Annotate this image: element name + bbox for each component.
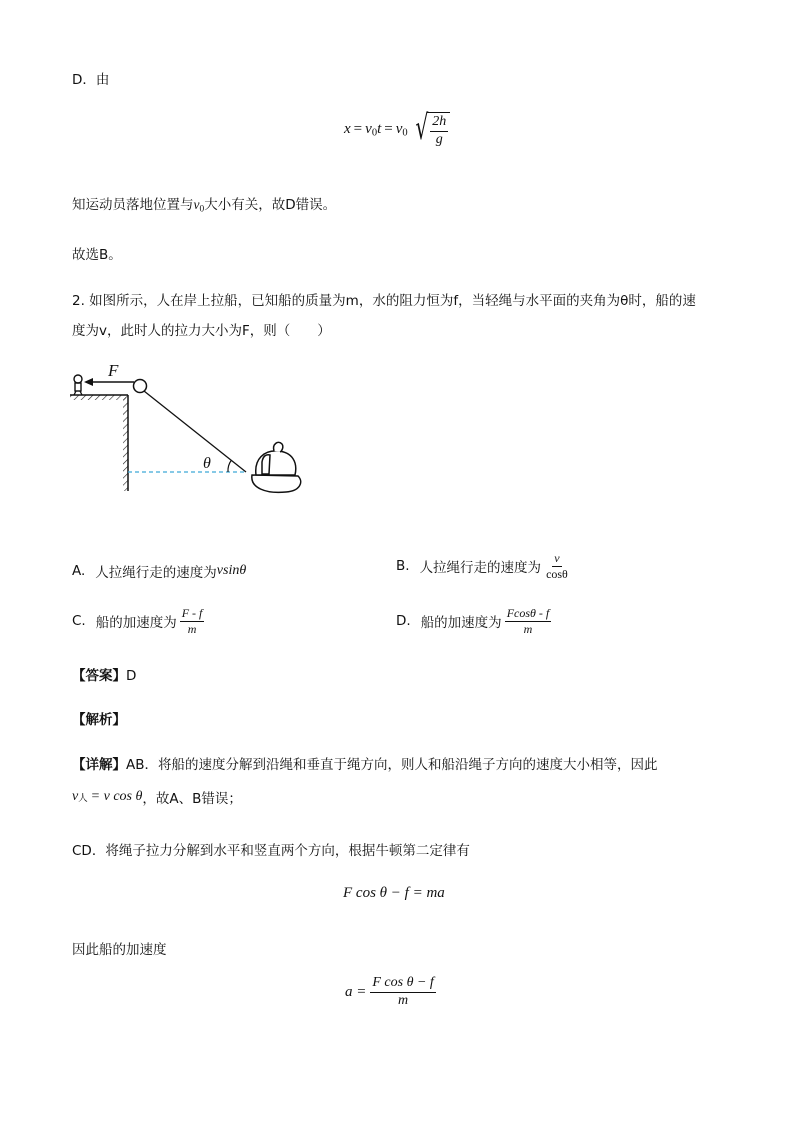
conclusion-var: v: [193, 197, 200, 212]
option-c-denominator: m: [187, 621, 197, 636]
answer-line: [72, 664, 136, 684]
option-d-label: D.: [396, 613, 411, 630]
acceleration-intro: 因此船的加速度: [72, 942, 167, 958]
eq3-lhs: a =: [345, 983, 367, 1000]
equation-newton: F cos θ − f = ma: [343, 885, 445, 901]
eq3-numerator: F cos θ − f: [370, 976, 435, 993]
detail-ab-conclusion: ，故A、B错误；: [142, 791, 242, 807]
eq1-v-sub: 0: [371, 127, 378, 139]
conclusion-line: [72, 193, 336, 214]
option-a-text: 人拉绳行走的速度为: [95, 565, 217, 581]
option-b-numerator: v: [554, 551, 560, 565]
option-d-numerator: Fcosθ - f: [506, 606, 550, 620]
option-a-math: vsinθ: [216, 563, 247, 578]
option-b-denominator: cosθ: [546, 566, 568, 581]
question-line-2: 度为v，此时人的拉力大小为F，则（ ）: [72, 323, 331, 339]
option-b-text: 人拉绳行走的速度为: [419, 560, 542, 577]
eq1-v2-sub: 0: [402, 127, 408, 139]
detail-ab-equation-line: [72, 787, 242, 807]
option-a-label: A.: [72, 563, 86, 579]
eq1-t: t: [377, 120, 382, 137]
boat-icon: [252, 442, 301, 492]
detail-tag: 【详解】: [72, 757, 126, 773]
option-c[interactable]: [72, 607, 204, 635]
eq1-lhs: x: [344, 121, 351, 138]
conclusion-sub: 0: [199, 204, 205, 215]
option-d-denominator: m: [523, 621, 533, 636]
sqrt-denominator: g: [435, 131, 443, 147]
conclusion-post: 大小有关，故D错误。: [204, 197, 337, 213]
eq1-v: v: [365, 120, 372, 137]
force-label: F: [108, 361, 119, 380]
person-icon: [74, 375, 82, 395]
detail-ab-line: [72, 753, 658, 773]
choose-line: 故选B。: [72, 247, 122, 263]
angle-label: θ: [203, 455, 211, 472]
option-c-label: C.: [72, 613, 86, 630]
option-d-intro: D．由: [72, 72, 110, 88]
option-a[interactable]: [72, 561, 246, 581]
option-c-text: 船的加速度为: [95, 615, 177, 632]
option-b-label: B.: [396, 558, 410, 575]
angle-arc: [228, 460, 232, 472]
eq3-denominator: m: [398, 992, 409, 1008]
detail-ab-eq-rhs: = v cos θ: [90, 789, 143, 804]
eq1-v2: v: [395, 120, 403, 137]
option-d-text: 船的加速度为: [420, 615, 502, 632]
detail-cd-line: CD．将绳子拉力分解到水平和竖直两个方向，根据牛顿第二定律有: [72, 843, 470, 859]
question-line-1: 2. 如图所示，人在岸上拉船，已知船的质量为m，水的阻力恒为f，当轻绳与水平面的夹角为θ时，船的速: [72, 293, 696, 309]
sqrt-numerator: 2h: [430, 115, 448, 132]
answer-value: D: [126, 668, 137, 684]
detail-ab-text: AB．将船的速度分解到沿绳和垂直于绳方向，则人和船沿绳子方向的速度大小相等，因此: [126, 757, 658, 773]
option-d[interactable]: [396, 607, 551, 635]
analysis-tag: 【解析】: [72, 712, 126, 728]
equation-displacement: x = $v_0t$ = $v_0$ √ $\frac{2h}{g}$: [344, 112, 450, 147]
detail-ab-eq-v: v: [72, 789, 79, 804]
option-c-numerator: F - f: [181, 606, 203, 620]
rope: [144, 391, 246, 472]
option-b[interactable]: [396, 552, 570, 580]
conclusion-pre: 知运动员落地位置与: [72, 197, 194, 213]
pulley-icon: [134, 380, 147, 393]
detail-ab-eq-sub: 人: [78, 793, 88, 804]
equation-acceleration: [345, 976, 436, 1008]
sqrt-expression: √ $\frac{2h}{g}$: [411, 112, 451, 147]
answer-tag: 【答案】: [72, 668, 126, 684]
boat-pulling-diagram: [66, 358, 316, 498]
